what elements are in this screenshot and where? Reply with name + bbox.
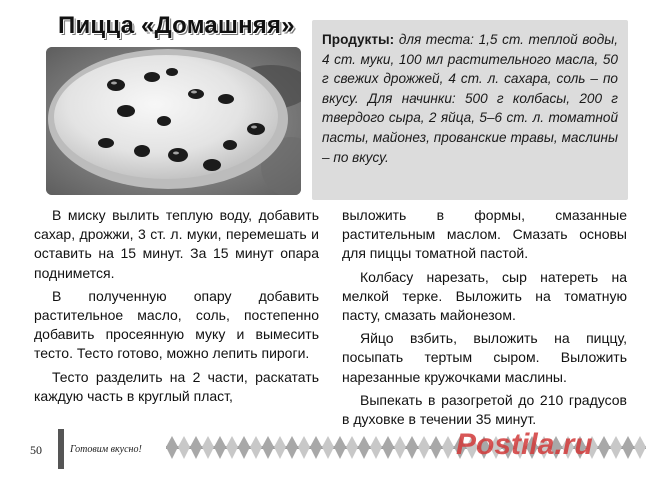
ingredients-label: Продукты:	[322, 32, 395, 47]
pizza-photo	[46, 47, 301, 195]
ornament-diamond	[262, 436, 274, 459]
recipe-title: Пицца «Домашняя»	[58, 12, 295, 39]
ornament-diamond	[334, 436, 346, 459]
ornament-diamond	[226, 436, 238, 459]
instruction-paragraph: В полученную опару добавить растительное масло, соль, постепенно добавить просеянную муку и вымесить тесто. Тесто готово, можно лепить пироги.	[34, 287, 319, 362]
ingredients-text: для теста: 1,5 ст. теплой воды, 4 ст. муки, 100 мл растительного масла, 50 г свежих дрожжей, 4 ст. л. сахара, соль – по вкусу. Для начинки: 500 г колбасы, 200 г твердого сыра, 2 яйца, 5–6 ст. л. томатной пасты, майонез, прованские травы, маслины – по вкусу.	[322, 32, 618, 165]
ornament-diamond	[286, 436, 298, 459]
ingredients-box	[312, 20, 628, 200]
ornament-diamond	[382, 436, 394, 459]
pizza-image	[46, 47, 301, 195]
ornament-diamond	[214, 436, 226, 459]
instruction-paragraph: Выпекать в разогретой до 210 градусов в духовке в течении 35 минут.	[342, 391, 627, 428]
ornament-diamond	[238, 436, 250, 459]
ornament-diamond	[322, 436, 334, 459]
ornament-diamond	[430, 436, 442, 459]
ornament-diamond	[190, 436, 202, 459]
instruction-paragraph: Колбасу нарезать, сыр натереть на мелкой терке. Выложить на томатную пасту, смазать майонезом.	[342, 268, 627, 324]
instruction-paragraph: Тесто разделить на 2 части, раскатать каждую часть в круглый пласт,	[34, 368, 319, 404]
ornament-diamond	[310, 436, 322, 459]
ornament-diamond	[358, 436, 370, 459]
ornament-diamond	[370, 436, 382, 459]
ornament-diamond	[178, 436, 190, 459]
book-title: Готовим вкусно!	[70, 444, 142, 455]
instructions-right-column	[342, 206, 627, 433]
ornament-diamond	[250, 436, 262, 459]
svg-text:Postila.ru: Postila.ru	[456, 428, 593, 461]
instruction-paragraph: В миску вылить теплую воду, добавить сахар, дрожжи, 3 ст. л. муки, перемешать и оставить на 15 минут. За 15 минут опара поднимется.	[34, 207, 319, 281]
ornament-diamond	[202, 436, 214, 459]
ornament-diamond	[394, 436, 406, 459]
ornament-diamond	[298, 436, 310, 459]
postila-watermark-logo	[452, 420, 652, 470]
ornament-diamond	[166, 436, 178, 459]
instructions-left-column	[34, 206, 319, 410]
ornament-diamond	[346, 436, 358, 459]
footer-divider	[58, 429, 64, 469]
ornament-diamond	[274, 436, 286, 459]
ornament-diamond	[418, 436, 430, 459]
ornament-diamond	[406, 436, 418, 459]
instruction-paragraph: выложить в формы, смазанные растительным маслом. Смазать основы для пиццы томатной пастой.	[342, 207, 627, 262]
page-number: 50	[30, 443, 42, 457]
instruction-paragraph: Яйцо взбить, выложить на пиццу, посыпать тертым сыром. Выложить нарезанные кружочками маслины.	[342, 330, 627, 385]
